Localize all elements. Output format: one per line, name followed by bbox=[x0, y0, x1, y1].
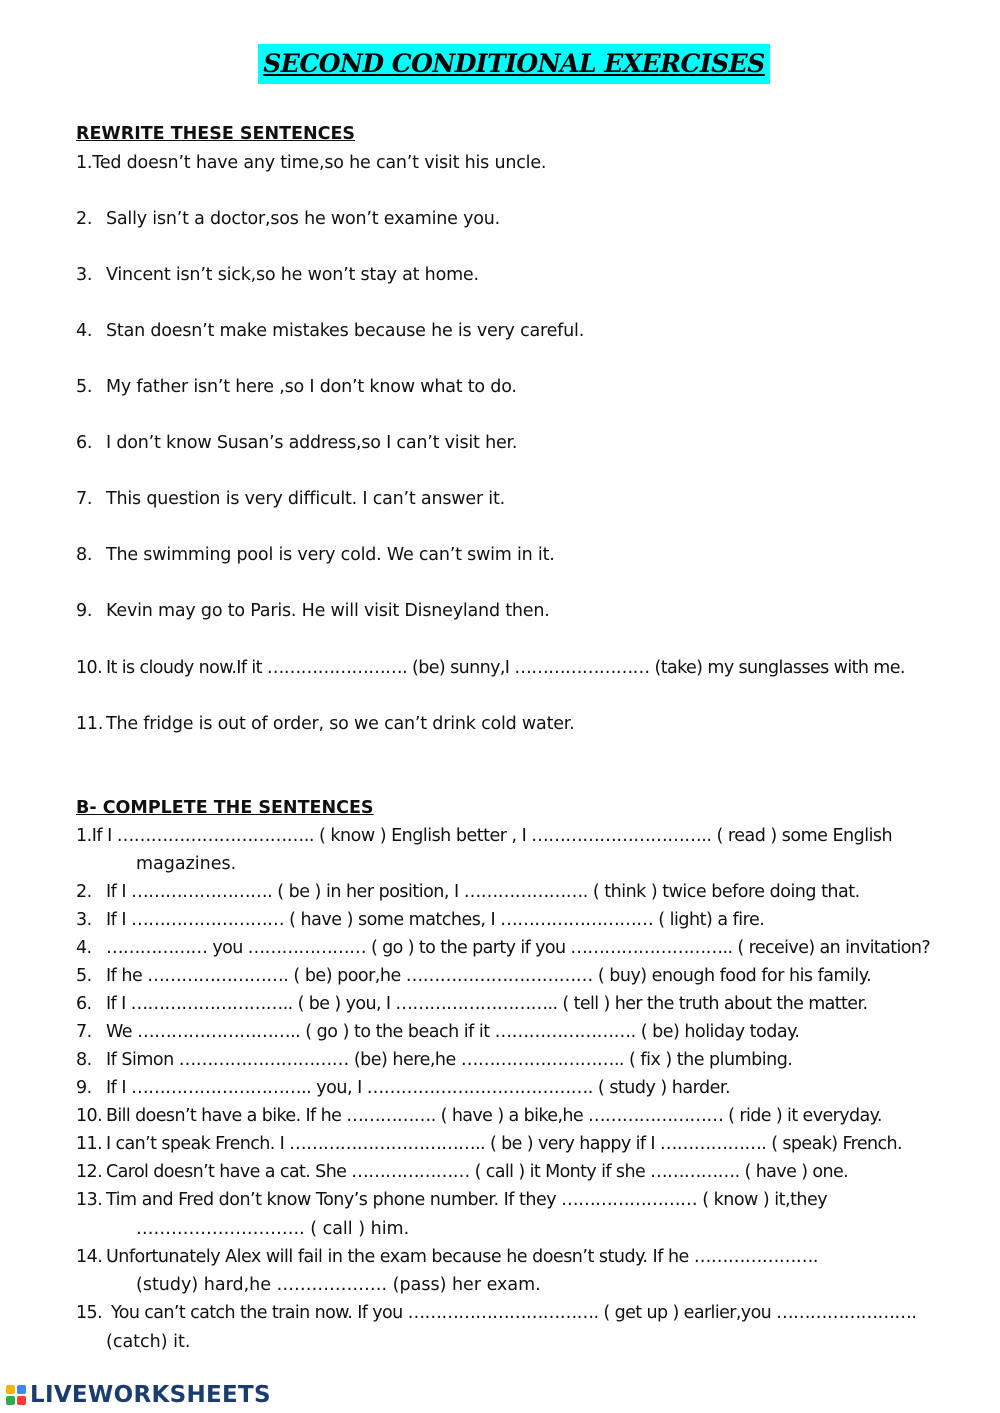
item-text: Vincent isn’t sick,so he won’t stay at home. bbox=[106, 265, 479, 285]
item-text: Ted doesn’t have any time,so he can’t visit his uncle. bbox=[92, 153, 547, 173]
item-text: The fridge is out of order, so we can’t drink cold water. bbox=[106, 714, 575, 734]
section-a-item-1 bbox=[76, 153, 546, 173]
section-b-item-13 bbox=[76, 1190, 827, 1210]
item-number: 7. bbox=[76, 489, 93, 509]
item-text: If I ……………………. ( be ) in her position, I …………………. ( think ) twice before doing that. bbox=[106, 882, 860, 902]
item-text: If I ………………………….. you, I …………………………………. ( study ) harder. bbox=[106, 1078, 731, 1098]
item-text: Kevin may go to Paris. He will visit Disneyland then. bbox=[106, 601, 550, 621]
section-b-item-14 bbox=[76, 1247, 818, 1267]
section-b-item-4 bbox=[76, 938, 930, 958]
section-b-item-13-continuation: ……………………….. ( call ) him. bbox=[136, 1219, 410, 1239]
section-b-item-6 bbox=[76, 994, 867, 1014]
section-b-item-7 bbox=[76, 1022, 800, 1042]
item-number: 1. bbox=[76, 826, 92, 846]
item-number: 5. bbox=[76, 966, 92, 986]
section-b-heading: B- COMPLETE THE SENTENCES bbox=[76, 798, 374, 818]
item-number: 11. bbox=[76, 714, 104, 734]
item-text: We ……………………….. ( go ) to the beach if it ……………………. ( be) holiday today. bbox=[106, 1022, 800, 1042]
section-b-item-8 bbox=[76, 1050, 792, 1070]
section-b-item-14-continuation: (study) hard,he ………………. (pass) her exam. bbox=[136, 1275, 541, 1295]
item-number: 7. bbox=[76, 1022, 92, 1042]
section-b-item-15-continuation: (catch) it. bbox=[106, 1332, 191, 1352]
section-b-item-2 bbox=[76, 882, 860, 902]
section-a-item-6 bbox=[76, 433, 517, 453]
item-number: 5. bbox=[76, 377, 93, 397]
item-text: Carol doesn’t have a cat. She ………………… ( call ) it Monty if she ……………. ( have ) one. bbox=[106, 1162, 849, 1182]
item-number: 8. bbox=[76, 545, 93, 565]
item-text: I can’t speak French. I …………………………….. ( be ) very happy if I ………………. ( speak) French. bbox=[106, 1134, 902, 1154]
section-a-item-3 bbox=[76, 265, 479, 285]
section-b-item-9 bbox=[76, 1078, 730, 1098]
item-text: Tim and Fred don’t know Tony’s phone number. If they …………………… ( know ) it,they bbox=[106, 1190, 828, 1210]
item-number: 9. bbox=[76, 601, 93, 621]
item-number: 6. bbox=[76, 994, 92, 1014]
section-b-item-3 bbox=[76, 910, 764, 930]
section-a-item-2 bbox=[76, 209, 500, 229]
item-text: You can’t catch the train now. If you ……………………………. ( get up ) earlier,you ……………………. bbox=[106, 1303, 917, 1323]
liveworksheets-logo bbox=[6, 1378, 271, 1412]
item-number: 8. bbox=[76, 1050, 92, 1070]
section-a-item-7 bbox=[76, 489, 505, 509]
item-number: 10. bbox=[76, 658, 103, 678]
item-text: If Simon ………………………… (be) here,he ……………………….. ( fix ) the plumbing. bbox=[106, 1050, 793, 1070]
item-number: 15. bbox=[76, 1303, 103, 1323]
item-text: If I ……………………….. ( be ) you, I ……………………….. ( tell ) her the truth about the matter. bbox=[106, 994, 868, 1014]
item-text: If I ……………………… ( have ) some matches, I ……………………… ( light) a fire. bbox=[106, 910, 765, 930]
item-text: Unfortunately Alex will fail in the exam because he doesn’t study. If he …………………. bbox=[106, 1247, 818, 1267]
section-b-item-1 bbox=[76, 826, 892, 846]
item-number: 2. bbox=[76, 882, 92, 902]
item-text: ……………… you ………………… ( go ) to the party if you ……………………….. ( receive) an invitation? bbox=[106, 938, 931, 958]
item-text: I don’t know Susan’s address,so I can’t visit her. bbox=[106, 433, 518, 453]
item-number: 10. bbox=[76, 1106, 103, 1126]
item-text: Stan doesn’t make mistakes because he is very careful. bbox=[106, 321, 585, 341]
item-number: 4. bbox=[76, 321, 93, 341]
item-number: 3. bbox=[76, 910, 92, 930]
logo-text: LIVEWORKSHEETS bbox=[30, 1382, 271, 1408]
item-number: 11. bbox=[76, 1134, 103, 1154]
section-a-heading: REWRITE THESE SENTENCES bbox=[76, 124, 356, 144]
item-text: My father isn’t here ,so I don’t know what to do. bbox=[106, 377, 517, 397]
item-number: 1. bbox=[76, 153, 93, 173]
section-b-item-12 bbox=[76, 1162, 848, 1182]
item-number: 9. bbox=[76, 1078, 92, 1098]
item-text: If he ……………………. ( be) poor,he …………………………… ( buy) enough food for his family. bbox=[106, 966, 872, 986]
worksheet-title: SECOND CONDITIONAL EXERCISES bbox=[258, 44, 770, 84]
item-number: 14. bbox=[76, 1247, 103, 1267]
item-number: 12. bbox=[76, 1162, 103, 1182]
item-number: 6. bbox=[76, 433, 93, 453]
section-a-item-8 bbox=[76, 545, 555, 565]
logo-grid-icon bbox=[6, 1383, 28, 1407]
item-text: Bill doesn’t have a bike. If he ……………. ( have ) a bike,he …………………… ( ride ) it everyday. bbox=[106, 1106, 882, 1126]
section-a-item-5 bbox=[76, 377, 517, 397]
section-b-item-10 bbox=[76, 1106, 882, 1126]
item-number: 3. bbox=[76, 265, 93, 285]
item-text: This question is very difficult. I can’t answer it. bbox=[106, 489, 505, 509]
item-number: 2. bbox=[76, 209, 93, 229]
section-b-item-11 bbox=[76, 1134, 902, 1154]
section-a-item-11 bbox=[76, 714, 575, 734]
section-b-item-15 bbox=[76, 1303, 916, 1323]
section-b-item-5 bbox=[76, 966, 871, 986]
item-text: It is cloudy now.If it ……………………. (be) sunny,I …………………… (take) my sunglasses with me. bbox=[106, 658, 905, 678]
item-text: Sally isn’t a doctor,sos he won’t examine you. bbox=[106, 209, 500, 229]
section-a-item-10 bbox=[76, 658, 905, 678]
item-text: If I …………………………….. ( know ) English better , I ………………………….. ( read ) some English bbox=[91, 826, 893, 846]
section-a-item-9 bbox=[76, 601, 550, 621]
section-a-item-4 bbox=[76, 321, 584, 341]
item-number: 4. bbox=[76, 938, 92, 958]
item-number: 13. bbox=[76, 1190, 103, 1210]
item-text: The swimming pool is very cold. We can’t swim in it. bbox=[106, 545, 555, 565]
section-b-item-1-continuation: magazines. bbox=[136, 854, 237, 874]
